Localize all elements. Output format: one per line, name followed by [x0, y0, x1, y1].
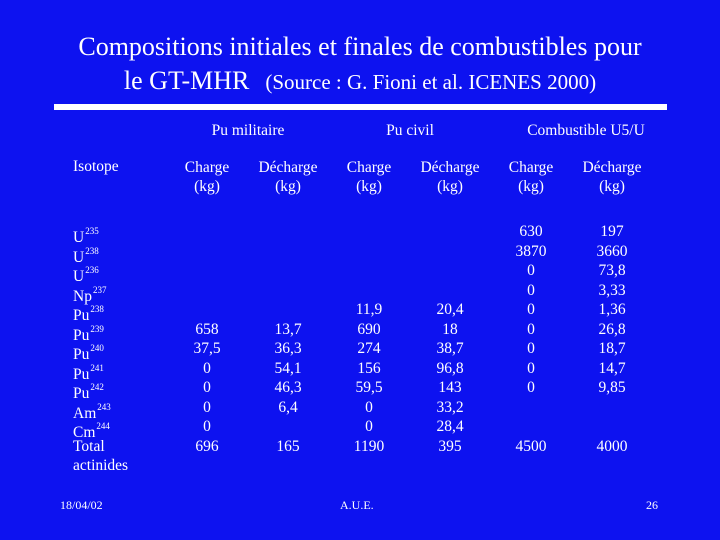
- table-cell: 658: [195, 320, 219, 338]
- group-header: Pu militaire: [211, 122, 285, 139]
- table-cell: 0: [527, 320, 535, 338]
- table-cell: 9,85: [598, 379, 626, 396]
- isotope-label: Np$^{237}$: [73, 284, 107, 305]
- table-cell: 1190: [353, 437, 385, 455]
- table-cell: 4000: [596, 437, 628, 455]
- isotope-label: $U^{236}$: [73, 265, 99, 285]
- footer-page-number: 26: [646, 498, 658, 512]
- table-cell: 143: [438, 379, 462, 396]
- table-cell: 0: [203, 379, 211, 396]
- table-cell: 165: [276, 437, 300, 455]
- table-cell: 630: [519, 223, 543, 240]
- column-header: Décharge (kg): [582, 159, 642, 195]
- table-cell: 54,1: [274, 359, 302, 377]
- isotope-label: $U^{238}$: [73, 245, 99, 266]
- table-cell: 18,7: [598, 340, 626, 357]
- table-cell: 20,4: [436, 301, 464, 318]
- table-cell: 38,7: [436, 340, 464, 357]
- isotope-label: Total: [73, 437, 105, 455]
- group-header: Pu civil: [386, 122, 434, 139]
- isotope-label: Am$^{243}$: [73, 401, 111, 422]
- table-cell: 37,5: [193, 340, 221, 357]
- table-cell: 46,3: [274, 379, 302, 396]
- table-cell: 274: [357, 340, 381, 357]
- table-cell: 14,7: [598, 359, 626, 377]
- table-cell: 690: [357, 320, 381, 338]
- column-header: Décharge (kg): [420, 159, 480, 195]
- table-cell: 33,2: [436, 398, 464, 416]
- table-cell: 36,3: [274, 340, 302, 357]
- table-cell: 0: [365, 398, 373, 416]
- table-cell: 96,8: [436, 359, 464, 377]
- table-cell: 59,5: [355, 379, 383, 396]
- column-header: Décharge (kg): [258, 159, 318, 195]
- title-line-2: [0, 64, 720, 99]
- table-cell: 1,36: [598, 301, 626, 318]
- slide-title: [0, 30, 720, 99]
- table-cell: 696: [195, 437, 219, 455]
- table-cell: 13,7: [274, 320, 302, 338]
- isotope-header: Isotope: [73, 158, 119, 175]
- table-cell: 0: [527, 281, 535, 299]
- isotope-label: Pu$^{242}$: [73, 382, 104, 402]
- table-cell: 0: [203, 359, 211, 377]
- title-divider: [54, 104, 667, 110]
- table-cell: 156: [357, 359, 381, 377]
- footer-center: A.U.E.: [340, 498, 374, 512]
- table-cell: 6,4: [278, 398, 298, 416]
- table-cell: 11,9: [355, 301, 383, 318]
- isotope-label: Cm$^{244}$: [73, 421, 110, 441]
- isotope-label: $U^{235}$: [73, 226, 99, 246]
- isotope-label: Pu$^{240}$: [73, 343, 104, 363]
- table-cell: 0: [527, 262, 535, 279]
- table-cell: 3,33: [598, 281, 626, 299]
- table-cell: 0: [365, 418, 373, 435]
- table-cell: 0: [203, 418, 211, 435]
- table-cell: 197: [600, 223, 624, 240]
- column-header: Charge (kg): [508, 159, 554, 195]
- column-header: Charge (kg): [184, 159, 230, 195]
- table-cell: 0: [203, 398, 211, 416]
- table-cell: 4500: [515, 437, 547, 455]
- table-cell: 26,8: [598, 320, 626, 338]
- title-line-2-text: le GT-MHR: [123, 66, 250, 95]
- column-header: Charge (kg): [346, 159, 392, 195]
- table-cell: 0: [527, 301, 535, 318]
- table-cell: 0: [527, 379, 535, 396]
- table-cell: 73,8: [598, 262, 626, 279]
- total-actinides-label: actinides: [73, 457, 129, 474]
- table-cell: 3870: [515, 242, 547, 260]
- title-line-1: Compositions initiales et finales de combustibles pour: [78, 32, 642, 61]
- table-cell: 28,4: [436, 418, 464, 435]
- source-citation: (Source : G. Fioni et al. ICENES 2000): [265, 70, 597, 94]
- isotope-label: Pu$^{241}$: [73, 362, 104, 383]
- table-cell: 0: [527, 359, 535, 377]
- isotope-label: Pu$^{238}$: [73, 304, 104, 324]
- isotope-label: Pu$^{239}$: [73, 323, 104, 344]
- table-cell: 0: [527, 340, 535, 357]
- table-cell: 3660: [596, 242, 628, 260]
- table-cell: 18: [442, 320, 458, 338]
- footer-date: 18/04/02: [60, 498, 103, 512]
- table-cell: 395: [438, 437, 462, 455]
- group-header: Combustible U5/U: [527, 122, 645, 139]
